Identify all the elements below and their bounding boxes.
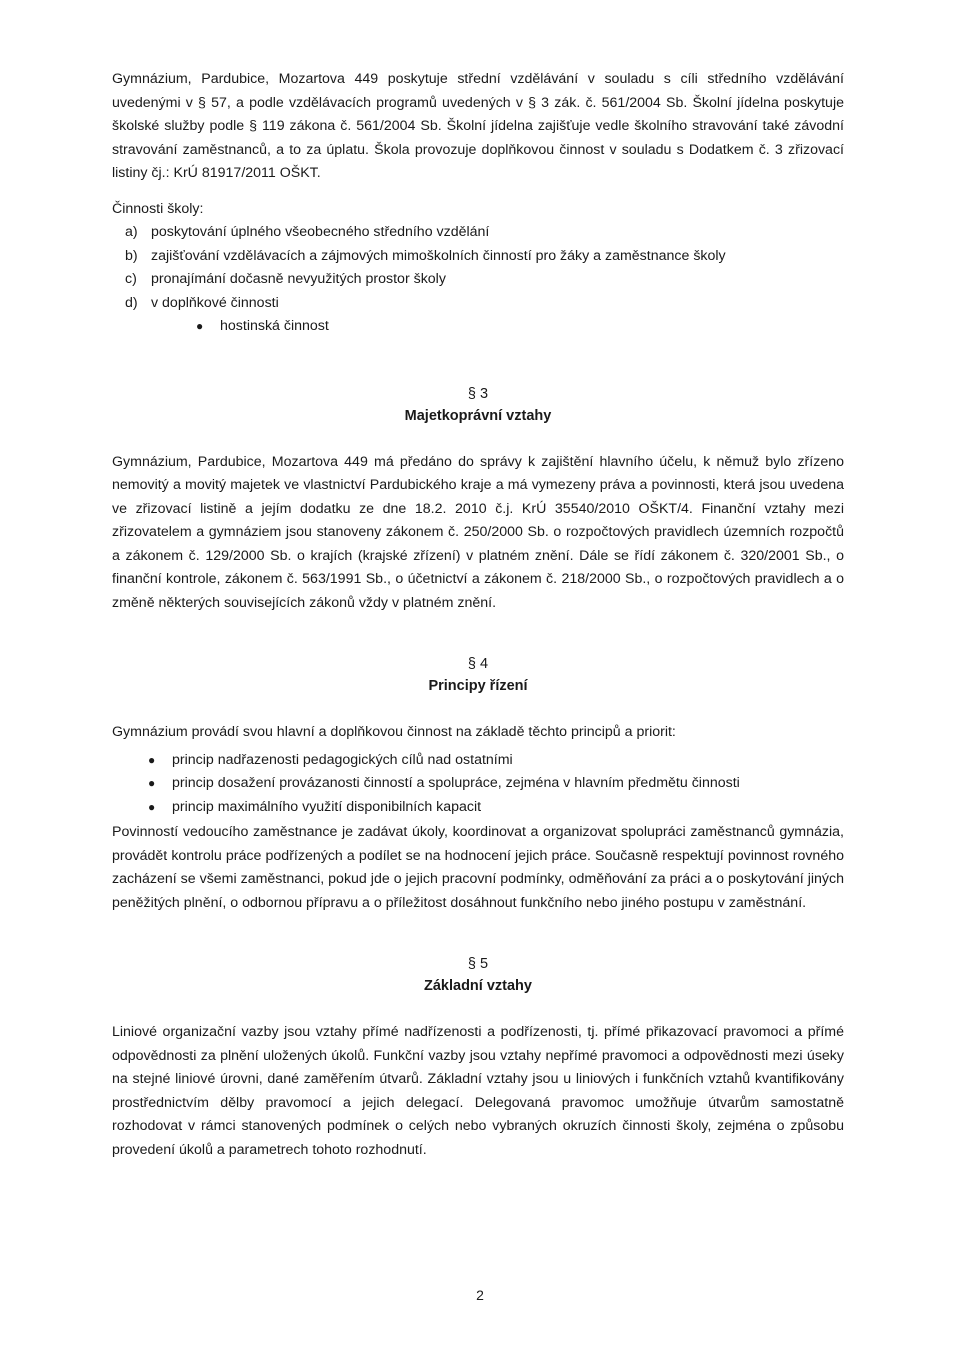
section-3-heading [112,383,844,427]
bullet-icon: ● [148,799,156,814]
bullet-icon: ● [196,319,204,333]
list-item: ● princip nadřazenosti pedagogických cílů nad ostatními [148,749,844,773]
section-number: § 4 [467,656,489,672]
activities-title: Činnosti školy: [112,200,204,217]
section-4-heading [112,653,844,697]
section-title: Principy řízení [428,678,528,694]
list-item: ● hostinská činnost [196,315,844,339]
principles-list [112,749,844,820]
section-5-heading [112,953,844,997]
section-title: Základní vztahy [424,978,532,994]
section-4-lead: Gymnázium provádí svou hlavní a doplňkovou činnost na základě těchto principů a priorit: [112,724,676,740]
section-number: § 3 [467,385,489,402]
list-item: ● princip dosažení provázanosti činností a spolupráce, zejména v hlavním předmětu činnosti [148,772,844,796]
intro-paragraph: Gymnázium, Pardubice, Mozartova 449 poskytuje střední vzdělávání v souladu s cíli středního vzdělávání uvedenými v § 57, a podle vzdělávacích programů uvedených v § 3 zák. č. 561/2004 Sb. Školní jídelna poskytuje školské služby podle § 119 zákona č. 561/2004 Sb. Školní jídelna zajišťuje vedle školního stravování také závodní stravování zaměstnanců, a to za úplatu. Škola provozuje doplňkovou činnost v souladu s Dodatkem č. 3 zřizovací listiny čj.: KrÚ 81917/2011 OŠKT. [112,71,844,181]
list-item: b) zajišťování vzdělávacích a zájmových mimoškolních činností pro žáky a zaměstnance školy [125,247,726,264]
section-number: § 5 [467,956,489,972]
section-3-text: Gymnázium, Pardubice, Mozartova 449 má předáno do správy k zajištění hlavního účelu, k němuž bylo zřízeno nemovitý a movitý majetek ve vlastnictví Pardubického kraje a má vymezeny práva a povinnosti, která jsou uvedena ve zřizovací listině a jejím dodatku ze dne 18.2. 2010 č.j. KrÚ 35540/2010 OŠKT/4. Finanční vztahy mezi zřizovatelem a gymnáziem jsou stanoveny zákonem č. 250/2000 Sb. o rozpočtových pravidlech územních rozpočtů a zákonem č. 129/2000 Sb. o krajích (krajské zřízení) v platném znění. Dále se řídí zákonem č. 320/2001 Sb., o finanční kontrole, zákonem č. 563/1991 Sb., o účetnictví a zákonem č. 218/2000 Sb., o rozpočtových pravidlech a o změně některých souvisejících zákonů vždy v platném znění. [112,453,844,611]
section-5-text: Liniové organizační vazby jsou vztahy přímé nadřízenosti a podřízenosti, tj. přímé přikazovací pravomoci a přímé odpovědnosti za plnění uložených úkolů. Funkční vazby jsou vztahy nepřímé pravomoci a odpovědnosti mezi úseky na stejné liniové úrovni, dané zaměřením útvarů. Základní vztahy jsou u liniových i funkčních vztahů kvantifikovány prostřednictvím dělby pravomocí a jejich delegací. Delegovaná pravomoc umožňuje útvarům samostatně rozhodovat v rámci stanovených podmínek o celých nebo vybraných okruzích činnosti školy, zejména o způsobu provedení úkolů a parametrech tohoto rozhodnutí. [112,1024,844,1158]
bullet-icon: ● [148,776,156,790]
document-page [112,68,844,1162]
page-number: 2 [476,1287,484,1303]
activities-sub-list [112,315,844,339]
list-item: a) poskytování úplného všeobecného středního vzdělání [125,224,490,240]
section-4-text: Povinností vedoucího zaměstnance je zadávat úkoly, koordinovat a organizovat spolupráci zaměstnanců gymnázia, provádět kontrolu práce podřízených a podílet se na hodnocení jejich práce. Současně respektují povinnost rovného zacházení se všemi zaměstnanci, pokud jde o jejich pracovní podmínky, odměňování za práci a o poskytování jiných peněžitých plnění, o odbornou přípravu a o příležitost dosáhnout funkčního nebo jiného postupu v zaměstnání. [112,824,844,911]
list-item: c) pronajímání dočasně nevyužitých prostor školy [125,271,446,287]
list-item: d) v doplňkové činnosti [125,294,279,311]
bullet-icon: ● [148,752,156,767]
section-title: Majetkoprávní vztahy [404,407,552,424]
list-item: ● princip maximálního využití disponibilních kapacit [148,796,844,820]
activities-list [112,221,844,315]
